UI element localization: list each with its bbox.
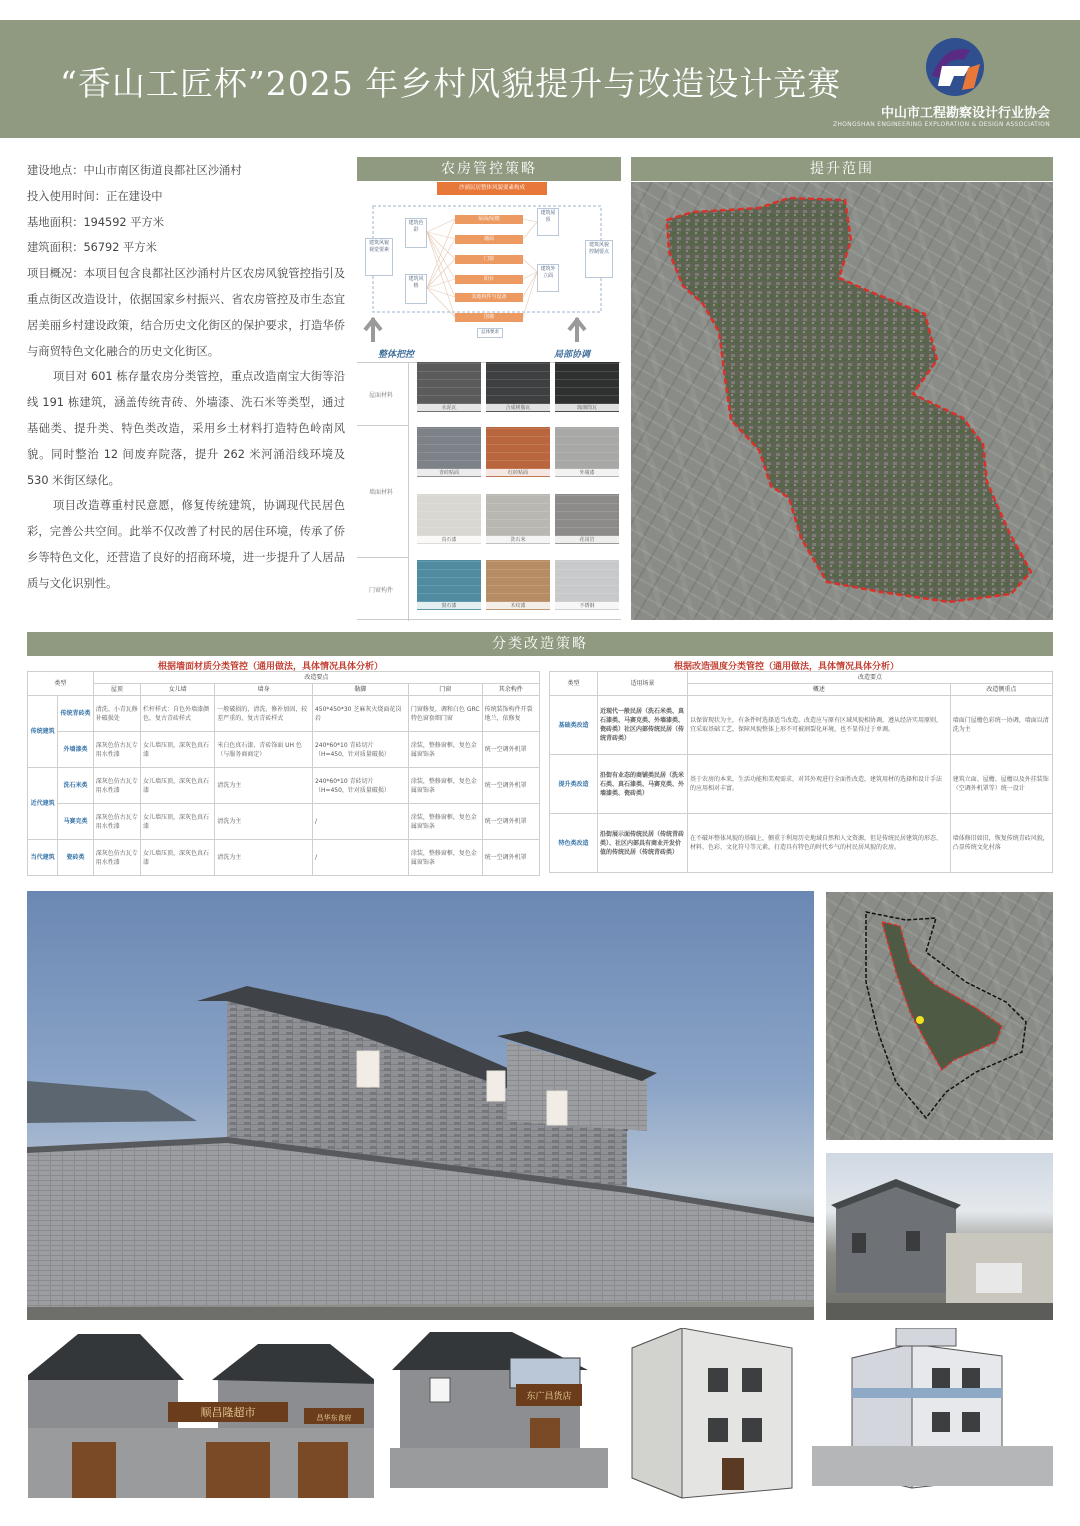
table-cell: 清洗为主 (215, 768, 313, 804)
table-cell: 女儿墙压顶，深灰色真石漆 (141, 804, 215, 840)
cell-focus: 墙面门屋檐色彩统一协调，墙面以清洗为主 (950, 696, 1052, 755)
material-swatch (555, 494, 619, 543)
table-cell: 统一空调外机罩 (482, 840, 539, 876)
page-title: “香山工匠杯”2025 年乡村风貌提升与改造设计竞赛 (60, 64, 842, 103)
sign-grocery: 东广昌货店 (526, 1392, 572, 1402)
material-name: 木纹漆 (486, 602, 550, 609)
diagram-roof-box: 建筑屋顶 (537, 208, 559, 236)
th-col: 门窗 (408, 684, 482, 696)
diagram-item: 屋面/屋檐 (455, 215, 523, 224)
overview-text: 项目概况：本项目包含良都社区沙涌村片区农房风貌管控指引及重点街区改造设计，依据国家乡村振兴、省农房管控及市生态宜居美丽乡村建设政策，结合历史文化街区的保护要求，打造华侨与商贸特色文化融合的历史文化街区。 (27, 267, 345, 358)
th-points: 改造要点 (688, 672, 1053, 684)
table-cell: 女儿墙压顶，深灰色真石漆 (141, 768, 215, 804)
table-row (28, 768, 540, 804)
table-row (550, 696, 1053, 755)
table-cell: 女儿墙压顶，深灰色真石漆 (141, 732, 215, 768)
label-local-coordination: 局部协调 (554, 350, 591, 360)
location-boundary (826, 892, 1053, 1140)
site-photo-scene (826, 1153, 1053, 1320)
site-photo (826, 1153, 1053, 1320)
subtype-name: 马赛克类 (58, 804, 94, 840)
site-area-text: 基地面积：194592 平方米 (27, 215, 165, 229)
model-modern-house (622, 1328, 800, 1508)
table-cell: 米白色真石漆，青砖饰面 UH 色（与服务商商定） (215, 732, 313, 768)
th-col: 女儿墙 (141, 684, 215, 696)
table-cell: 深灰色仿古瓦专用水性漆 (93, 768, 140, 804)
section-classify-heading: 分类改造策略 (27, 632, 1053, 656)
table-cell: 深灰色仿古瓦专用水性漆 (93, 840, 140, 876)
subtype-name: 瓷砖类 (58, 840, 94, 876)
material-name: 真石漆 (417, 536, 481, 543)
diagram-color-box: 建筑色彩 (405, 218, 427, 248)
diagram-item: 围墙 (455, 313, 523, 322)
table-cell: 450*450*30 芝麻灰火烧面花岗岩 (312, 696, 408, 732)
table-cell: / (312, 840, 408, 876)
scope-aerial-map (631, 182, 1053, 620)
table-right-title: 根据改造强度分类管控（通用做法，具体情况具体分析） (674, 662, 900, 672)
th-points: 改造要点 (93, 672, 539, 684)
material-name: 青砖贴面 (417, 469, 481, 476)
material-name: 花岗岩 (555, 536, 619, 543)
group-name: 传统建筑 (28, 696, 58, 768)
th-col: 墙身 (215, 684, 313, 696)
cell-focus: 建筑立面、屋檐、屋檐以及外挂装饰（空调外机罩等）统一设计 (950, 755, 1052, 814)
table-row (28, 696, 540, 732)
material-swatch (417, 494, 481, 543)
table-cell: 栏杆样式：自色外墙漆颜色，复古青砖样式 (141, 696, 215, 732)
scope-paragraph: 项目对 601 栋存量农房分类管控，重点改造南宝大街等沿线 191 栋建筑，涵盖传统青砖、外墙漆、洗石米等类型，通过基础类、提升类、特色类改造，采用乡土材料打造特色岭南风貌。同时整治 12 间废弃院落，提升 262 米河涌沿线环境及 530 米街区绿化。 (27, 370, 345, 487)
location-map (826, 892, 1053, 1140)
material-swatch (555, 427, 619, 476)
th-summary: 概述 (688, 684, 951, 696)
use-time-text: 投入使用时间：正在建设中 (27, 189, 163, 203)
material-swatch (486, 494, 550, 543)
material-category: 门窗构件 (357, 557, 409, 621)
building-rendering (27, 891, 814, 1320)
cell-summary: 基于农房的本来，生活功能和美观需求，对其外观进行全面性改造，建筑用材的选择和设计手法的应用相对丰富。 (688, 755, 951, 814)
location-text: 建设地点：中山市南区街道良都社区沙涌村 (27, 164, 242, 177)
project-info (27, 158, 345, 597)
diagram-item: 门窗 (455, 255, 523, 264)
table-cell: 传统装饰构件开裂地兰，依修复 (482, 696, 539, 732)
material-swatch (417, 362, 481, 411)
table-cell: 240*60*10 青砖切片（H=450，针对质量破损） (312, 732, 408, 768)
sign-supermarket: 顺昌隆超市 (200, 1406, 256, 1419)
material-name: 洗石米 (486, 536, 550, 543)
material-swatch (486, 362, 550, 411)
table-cell: 女儿墙压顶，深灰色真石漆 (141, 840, 215, 876)
diagram-left-box: 建筑风貌视觉要素 (365, 238, 393, 276)
material-category: 屋面材料 (357, 363, 409, 425)
table-cell: 统一空调外机罩 (482, 732, 539, 768)
table-cell: 涂装，整修窗框，复色金属窗饰条 (408, 840, 482, 876)
material-name: 合成树脂瓦 (486, 404, 550, 411)
header-banner (0, 20, 1080, 138)
material-swatch (417, 560, 481, 609)
diagram-style-box: 建筑风格 (405, 274, 427, 304)
material-swatch (555, 362, 619, 411)
cell-scene: 沿街有业态的商铺类民居（洗米石类、真石漆类、马赛克类、外墙漆类、瓷砖类） (598, 755, 688, 814)
material-name: 水泥瓦 (417, 404, 481, 411)
model-traditional-street (28, 1328, 374, 1508)
th-col: 其余构件 (482, 684, 539, 696)
table-cell: 清洗为主 (215, 804, 313, 840)
cell-scene: 近现代一般民居（洗石米类、真石漆类、马赛克类、外墙漆类、瓷砖类）社区内部传统民居（传统青砖类） (598, 696, 688, 755)
table-cell: 统一空调外机罩 (482, 804, 539, 840)
diagram-bottom-box: 总体要求 (477, 328, 503, 338)
scope-boundary (631, 182, 1053, 620)
association-logo (924, 36, 986, 98)
th-type: 类型 (550, 672, 598, 696)
result-paragraph: 项目改造尊重村民意愿，修复传统建筑，协调现代民居色彩，完善公共空间。此举不仅改善了村民的居住环境，传承了侨乡等特色文化，还营造了良好的招商环境，进一步提升了人居品质与文化识别性。 (27, 499, 345, 590)
material-swatch (417, 427, 481, 476)
table-cell: / (312, 804, 408, 840)
cell-focus: 墙体修旧如旧，恢复传统青砖风貌，凸显传统文化村落 (950, 814, 1052, 873)
table-cell: 涂装，整修窗框，复色金属窗饰条 (408, 804, 482, 840)
org-name-en: ZHONGSHAN ENGINEERING EXPLORATION & DESIGN ASSOCIATION (832, 121, 1050, 128)
table-cell: 门窗修复，调和白色 GRC 特色窗套细门窗 (408, 696, 482, 732)
material-name: 不锈钢 (555, 602, 619, 609)
table-row (28, 840, 540, 876)
material-swatch (486, 427, 550, 476)
diagram-top-label: 沙涌民居整体风貌要素构成 (437, 182, 547, 195)
section-control-heading: 农房管控策略 (357, 157, 621, 181)
th-col: 勒脚 (312, 684, 408, 696)
subtype-name: 洗石米类 (58, 768, 94, 804)
section-scope-heading: 提升范围 (631, 157, 1053, 181)
org-name: 中山市工程勘察设计行业协会 (880, 106, 1050, 121)
table-row (550, 755, 1053, 814)
model-shop-house (390, 1328, 608, 1508)
subtype-name: 外墙漆类 (58, 732, 94, 768)
table-cell: 一般破损的，清洗、修补加固，较差严重的，复古青砖样式 (215, 696, 313, 732)
material-control-table (27, 671, 540, 876)
table-row (28, 804, 540, 840)
group-name: 近代建筑 (28, 768, 58, 840)
table-row (28, 732, 540, 768)
table-cell: 统一空调外机罩 (482, 768, 539, 804)
cell-scene: 沿街展示面传统民居（传统青砖类）、社区内部具有商业开发价值的传统民居（传统青砖类） (598, 814, 688, 873)
group-name: 当代建筑 (28, 840, 58, 876)
table-cell: 清洗、小青瓦修补破损处 (93, 696, 140, 732)
strategy-diagram (357, 182, 621, 342)
material-name: 红砖贴面 (486, 469, 550, 476)
table-cell: 深灰色仿古瓦专用水性漆 (93, 804, 140, 840)
table-left-title: 根据墙面材质分类管控（通用做法，具体情况具体分析） (158, 662, 384, 672)
diagram-item: 其他构件与设备 (455, 293, 523, 302)
material-name: 外墙漆 (555, 469, 619, 476)
table-cell: 涂装，整修窗框，复色金属窗饰条 (408, 732, 482, 768)
material-name: 窗石漆 (417, 602, 481, 609)
cell-type: 基础类改造 (550, 696, 598, 755)
diagram-item: 阳台 (455, 275, 523, 284)
sign-restaurant: 昌华东食府 (316, 1414, 352, 1422)
cell-type: 特色类改造 (550, 814, 598, 873)
rendering-scene (27, 891, 814, 1320)
diagram-item: 墙面 (455, 235, 523, 244)
model-painted-house (812, 1328, 1053, 1508)
th-focus: 改造侧重点 (950, 684, 1052, 696)
table-cell: 240*60*10 青砖切片（H=450，针对质量破损） (312, 768, 408, 804)
cell-type: 提升类改造 (550, 755, 598, 814)
th-col: 屋顶 (93, 684, 140, 696)
diagram-facade-box: 建筑外立面 (537, 264, 559, 292)
cell-summary: 以保留现状为主，有条件时选择适当改造。改造应与原有区域风貌相协调，遵从经济实用原则，宜采取基础工艺，保障风貌整体上形不可被割裂化环境，也不显得过于单调。 (688, 696, 951, 755)
intensity-control-table (549, 671, 1053, 873)
material-name: 琉璃筒瓦 (555, 404, 619, 411)
th-scene: 适用场景 (598, 672, 688, 696)
table-row (550, 814, 1053, 873)
material-swatch (555, 560, 619, 609)
th-type: 类型 (28, 672, 94, 696)
material-category: 墙面材料 (357, 425, 409, 557)
material-swatch (486, 560, 550, 609)
table-cell: 清洗为主 (215, 840, 313, 876)
building-area-text: 建筑面积：56792 平方米 (27, 241, 157, 255)
subtype-name: 传统青砖类 (58, 696, 94, 732)
label-overall-control: 整体把控 (378, 350, 415, 360)
table-cell: 深灰色仿古瓦专用水性漆 (93, 732, 140, 768)
diagram-right-box: 建筑风貌控制要点 (585, 240, 613, 278)
cell-summary: 在不破坏整体风貌的基础上，侧重于利用历史地域自然和人文资源，但是传统民居建筑的形态、材料、色彩、文化符号等元素，打造具有特色的时代乡气的村民居风貌的农房。 (688, 814, 951, 873)
table-cell: 涂装，整修窗框，复色金属窗饰条 (408, 768, 482, 804)
